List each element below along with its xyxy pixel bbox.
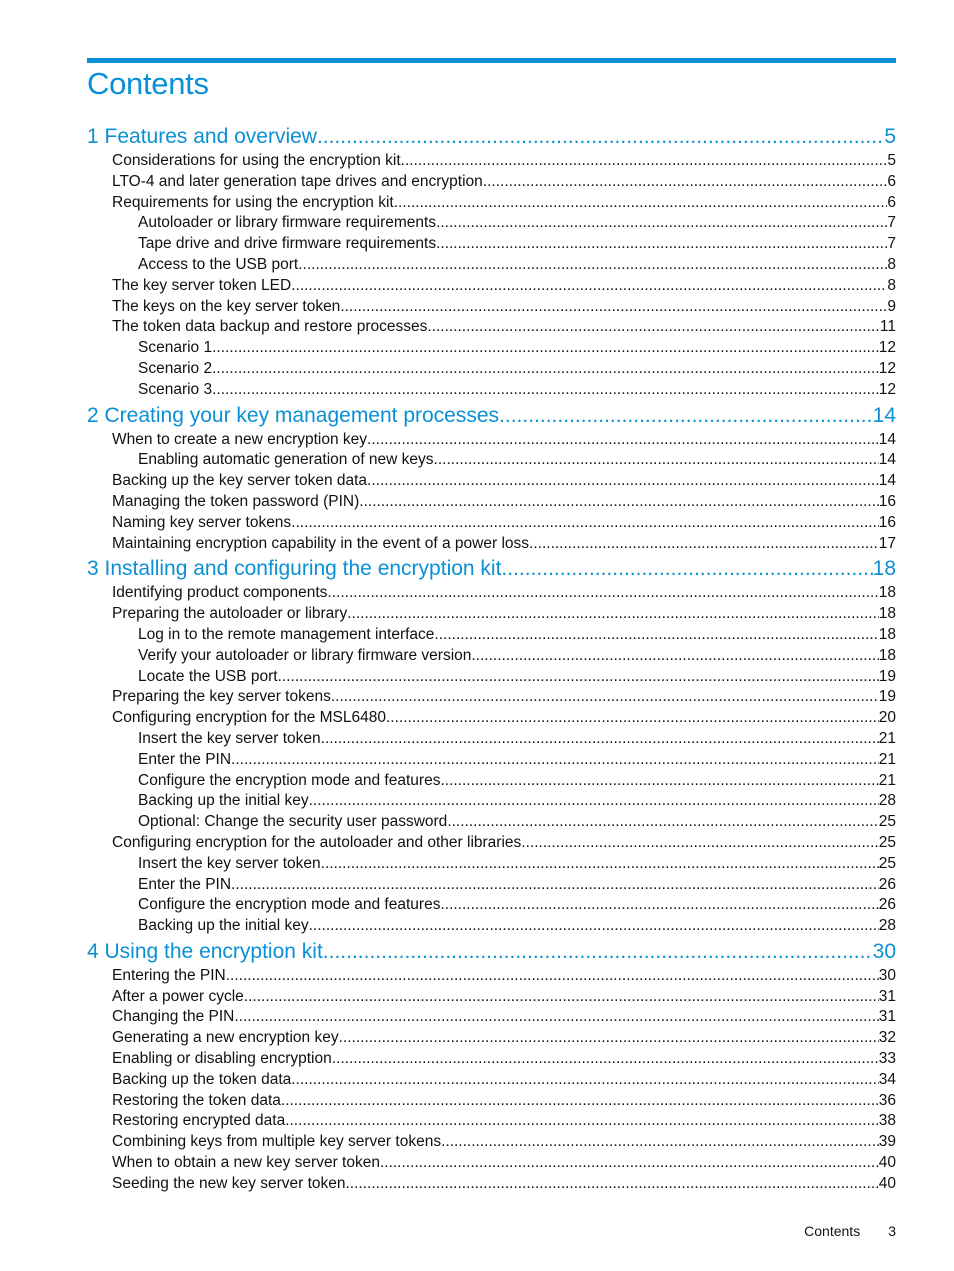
- toc-page-number: 40: [878, 1154, 896, 1172]
- toc-dot-leader: [440, 895, 878, 916]
- toc-entry[interactable]: [87, 875, 896, 896]
- toc-page-number: 14: [872, 403, 896, 427]
- toc-entry[interactable]: [87, 895, 896, 916]
- toc-page-number: 18: [872, 557, 896, 581]
- toc-entry[interactable]: [87, 297, 896, 318]
- toc-page-number: 18: [878, 605, 896, 623]
- toc-page-number: 21: [878, 729, 896, 747]
- toc-page-number: 6: [887, 172, 896, 190]
- toc-dot-leader: [427, 317, 880, 338]
- toc-dot-leader: [291, 276, 887, 297]
- toc-page-number: 25: [878, 813, 896, 831]
- toc-page-number: 5: [887, 152, 896, 169]
- toc-dot-leader: [394, 193, 888, 214]
- toc-page-number: 25: [878, 854, 896, 872]
- toc-dot-leader: [278, 667, 879, 688]
- toc-entry-title: After a power cycle: [112, 987, 244, 1005]
- toc-dot-leader: [212, 359, 879, 380]
- toc-chapter-entry[interactable]: [87, 555, 896, 583]
- toc-page-number: 14: [878, 430, 896, 448]
- toc-dot-leader: [529, 534, 879, 555]
- toc-entry-title: Optional: Change the security user password: [138, 813, 448, 831]
- toc-entry-title: Changing the PIN: [112, 1008, 235, 1026]
- toc-page-number: 40: [878, 1174, 896, 1192]
- toc-entry-title: 2 Creating your key management processes: [87, 403, 500, 427]
- toc-page-number: 11: [879, 318, 896, 336]
- toc-dot-leader: [331, 687, 879, 708]
- toc-entry[interactable]: [87, 916, 896, 937]
- toc-page-number: 33: [878, 1050, 896, 1068]
- toc-page-number: 14: [878, 451, 896, 469]
- toc-dot-leader: [298, 255, 887, 276]
- toc-entry[interactable]: [87, 430, 896, 451]
- toc-entry[interactable]: [87, 338, 896, 359]
- toc-dot-leader: [380, 1153, 879, 1174]
- toc-page-number: 9: [887, 297, 896, 315]
- toc-entry-title: LTO-4 and later generation tape drives and encryption: [112, 172, 483, 190]
- toc-dot-leader: [440, 771, 878, 792]
- toc-page-number: 20: [878, 709, 896, 727]
- toc-page-number: 8: [887, 255, 896, 273]
- toc-dot-leader: [321, 729, 879, 750]
- toc-entry-title: Requirements for using the encryption kit: [112, 193, 394, 211]
- toc-dot-leader: [231, 875, 879, 896]
- toc-dot-leader: [317, 123, 884, 151]
- toc-page-number: 12: [878, 380, 896, 398]
- toc-entry-title: Tape drive and drive firmware requirements: [138, 235, 437, 253]
- toc-page-number: 30: [878, 966, 896, 984]
- toc-dot-leader: [281, 1091, 879, 1112]
- toc-entry-title: Identifying product components: [112, 584, 328, 602]
- toc-page-number: 12: [878, 339, 896, 357]
- toc-entry-title: The keys on the key server token: [112, 297, 341, 315]
- toc-entry-title: Backing up the token data: [112, 1070, 292, 1088]
- toc-entry[interactable]: [87, 583, 896, 604]
- toc-dot-leader: [340, 297, 887, 318]
- toc-dot-leader: [327, 583, 878, 604]
- toc-dot-leader: [501, 555, 872, 583]
- toc-page-number: 17: [878, 534, 896, 552]
- toc-entry-title: Enter the PIN: [138, 875, 232, 893]
- toc-entry-title: Enabling automatic generation of new keys: [138, 451, 434, 469]
- toc-entry-title: Configure the encryption mode and features: [138, 896, 441, 914]
- table-of-contents: [87, 123, 896, 1195]
- toc-dot-leader: [401, 151, 888, 172]
- toc-page-number: 32: [878, 1029, 896, 1047]
- toc-dot-leader: [291, 513, 879, 534]
- toc-entry-title: Scenario 1: [138, 339, 213, 357]
- toc-entry[interactable]: [87, 1132, 896, 1153]
- toc-dot-leader: [499, 402, 873, 430]
- toc-entry-title: Configuring encryption for the MSL6480: [112, 709, 386, 727]
- toc-entry[interactable]: [87, 1091, 896, 1112]
- toc-entry-title: Insert the key server token: [138, 729, 321, 747]
- toc-dot-leader: [347, 604, 879, 625]
- toc-page-number: 28: [878, 792, 896, 810]
- toc-entry-title: Insert the key server token: [138, 854, 321, 872]
- toc-entry-title: Seeding the new key server token: [112, 1174, 346, 1192]
- top-rule: [87, 58, 896, 63]
- toc-entry[interactable]: [87, 687, 896, 708]
- toc-entry[interactable]: [87, 708, 896, 729]
- toc-page-number: 14: [878, 472, 896, 490]
- toc-entry[interactable]: [87, 172, 896, 193]
- toc-entry[interactable]: [87, 1049, 896, 1070]
- toc-entry[interactable]: [87, 667, 896, 688]
- toc-dot-leader: [332, 1049, 879, 1070]
- toc-entry[interactable]: [87, 625, 896, 646]
- toc-entry-title: Preparing the autoloader or library: [112, 605, 348, 623]
- toc-entry-title: Considerations for using the encryption kit: [112, 152, 401, 169]
- toc-dot-leader: [367, 430, 879, 451]
- toc-entry-title: Combining keys from multiple key server tokens: [112, 1133, 442, 1151]
- toc-page-number: 25: [878, 833, 896, 851]
- toc-entry-title: The token data backup and restore processes: [112, 318, 428, 336]
- toc-page-number: 21: [878, 771, 896, 789]
- toc-dot-leader: [436, 213, 887, 234]
- toc-dot-leader: [212, 380, 879, 401]
- toc-entry[interactable]: [87, 317, 896, 338]
- toc-dot-leader: [346, 1174, 879, 1195]
- toc-entry-title: Backing up the initial key: [138, 917, 309, 935]
- toc-page-number: 21: [878, 750, 896, 768]
- toc-dot-leader: [231, 750, 879, 771]
- footer-page-number: 3: [888, 1223, 896, 1239]
- toc-entry-title: 4 Using the encryption kit: [87, 939, 323, 963]
- toc-entry[interactable]: [87, 450, 896, 471]
- toc-entry[interactable]: [87, 359, 896, 380]
- toc-page-number: 5: [884, 125, 896, 148]
- toc-dot-leader: [291, 1070, 879, 1091]
- toc-entry-title: Maintaining encryption capability in the event of a power loss: [112, 534, 530, 552]
- toc-dot-leader: [471, 646, 878, 667]
- toc-entry[interactable]: [87, 750, 896, 771]
- toc-chapter-entry[interactable]: [87, 402, 896, 430]
- footer-section-label: Contents: [804, 1223, 861, 1239]
- toc-entry[interactable]: [87, 791, 896, 812]
- toc-dot-leader: [321, 854, 879, 875]
- toc-entry-title: Scenario 3: [138, 380, 213, 398]
- toc-page-number: 6: [887, 193, 896, 211]
- toc-dot-leader: [323, 938, 873, 966]
- toc-entry[interactable]: [87, 646, 896, 667]
- toc-dot-leader: [367, 471, 879, 492]
- toc-entry-title: Preparing the key server tokens: [112, 688, 331, 706]
- toc-dot-leader: [447, 812, 878, 833]
- toc-entry[interactable]: [87, 771, 896, 792]
- toc-dot-leader: [483, 172, 888, 193]
- toc-entry[interactable]: [87, 1153, 896, 1174]
- toc-page-number: 18: [878, 625, 896, 643]
- toc-entry-title: Generating a new encryption key: [112, 1029, 339, 1047]
- toc-dot-leader: [212, 338, 879, 359]
- toc-entry[interactable]: [87, 213, 896, 234]
- toc-dot-leader: [244, 987, 879, 1008]
- toc-dot-leader: [234, 1007, 878, 1028]
- toc-page-number: 7: [887, 235, 896, 253]
- toc-page-number: 8: [887, 276, 896, 294]
- toc-entry[interactable]: [87, 513, 896, 534]
- toc-entry-title: Configure the encryption mode and features: [138, 771, 441, 789]
- toc-page-number: 30: [872, 939, 896, 963]
- toc-dot-leader: [436, 234, 887, 255]
- toc-entry[interactable]: [87, 471, 896, 492]
- toc-entry-title: Configuring encryption for the autoloader and other libraries: [112, 833, 522, 851]
- toc-entry[interactable]: [87, 812, 896, 833]
- toc-entry[interactable]: [87, 987, 896, 1008]
- toc-page-number: 34: [878, 1070, 896, 1088]
- toc-entry[interactable]: [87, 534, 896, 555]
- toc-page-number: 31: [878, 1008, 896, 1026]
- toc-entry-title: Autoloader or library firmware requirements: [138, 214, 437, 232]
- toc-page-number: 19: [878, 688, 896, 706]
- toc-entry-title: Backing up the initial key: [138, 792, 309, 810]
- toc-dot-leader: [441, 1132, 879, 1153]
- toc-entry[interactable]: [87, 1111, 896, 1132]
- toc-entry-title: 3 Installing and configuring the encryption kit: [87, 557, 502, 581]
- toc-entry-title: When to create a new encryption key: [112, 430, 368, 448]
- toc-dot-leader: [285, 1111, 879, 1132]
- toc-entry-title: Managing the token password (PIN): [112, 492, 360, 510]
- toc-entry[interactable]: [87, 1007, 896, 1028]
- toc-entry[interactable]: [87, 151, 896, 172]
- toc-dot-leader: [359, 492, 878, 513]
- toc-entry[interactable]: [87, 234, 896, 255]
- toc-entry-title: Restoring the token data: [112, 1091, 281, 1109]
- toc-entry[interactable]: [87, 255, 896, 276]
- toc-dot-leader: [521, 833, 878, 854]
- toc-entry-title: Locate the USB port: [138, 667, 278, 685]
- toc-entry[interactable]: [87, 380, 896, 401]
- toc-entry-title: The key server token LED: [112, 276, 292, 294]
- toc-chapter-entry[interactable]: [87, 938, 896, 966]
- toc-page-number: 38: [878, 1112, 896, 1130]
- toc-entry[interactable]: [87, 193, 896, 214]
- toc-entry-title: Scenario 2: [138, 359, 213, 377]
- toc-entry-title: When to obtain a new key server token: [112, 1154, 380, 1172]
- toc-entry[interactable]: [87, 492, 896, 513]
- toc-page-number: 16: [878, 513, 896, 531]
- toc-page-number: 36: [878, 1091, 896, 1109]
- toc-entry[interactable]: [87, 966, 896, 987]
- toc-entry-title: Backing up the key server token data: [112, 472, 368, 490]
- page-title: Contents: [87, 66, 209, 101]
- toc-entry-title: Entering the PIN: [112, 966, 226, 984]
- toc-dot-leader: [434, 625, 878, 646]
- toc-entry[interactable]: [87, 1070, 896, 1091]
- toc-entry-title: Verify your autoloader or library firmware version: [138, 646, 472, 664]
- toc-page-number: 39: [878, 1133, 896, 1151]
- toc-entry[interactable]: [87, 604, 896, 625]
- toc-chapter-entry[interactable]: [87, 123, 896, 151]
- toc-entry[interactable]: [87, 854, 896, 875]
- toc-dot-leader: [434, 450, 879, 471]
- toc-dot-leader: [226, 966, 879, 987]
- toc-dot-leader: [386, 708, 879, 729]
- toc-dot-leader: [309, 916, 879, 937]
- toc-page-number: 12: [878, 359, 896, 377]
- toc-entry[interactable]: [87, 276, 896, 297]
- toc-page-number: 18: [878, 646, 896, 664]
- toc-page-number: 26: [878, 875, 896, 893]
- toc-entry[interactable]: [87, 833, 896, 854]
- toc-page-number: 18: [878, 584, 896, 602]
- toc-entry-title: Access to the USB port: [138, 255, 299, 273]
- page-footer: [804, 1223, 896, 1239]
- toc-entry-title: 1 Features and overview: [87, 125, 317, 148]
- toc-entry-title: Enter the PIN: [138, 750, 232, 768]
- toc-entry-title: Log in to the remote management interface: [138, 625, 435, 643]
- toc-page-number: 31: [878, 987, 896, 1005]
- toc-page-number: 26: [878, 896, 896, 914]
- toc-entry[interactable]: [87, 729, 896, 750]
- toc-page-number: 16: [878, 492, 896, 510]
- toc-dot-leader: [339, 1028, 879, 1049]
- toc-entry[interactable]: [87, 1174, 896, 1195]
- toc-entry-title: Enabling or disabling encryption: [112, 1050, 332, 1068]
- toc-dot-leader: [309, 791, 879, 812]
- toc-page-number: 7: [887, 214, 896, 232]
- toc-entry-title: Naming key server tokens: [112, 513, 292, 531]
- toc-page-number: 19: [878, 667, 896, 685]
- toc-entry[interactable]: [87, 1028, 896, 1049]
- toc-entry-title: Restoring encrypted data: [112, 1112, 286, 1130]
- toc-page-number: 28: [878, 917, 896, 935]
